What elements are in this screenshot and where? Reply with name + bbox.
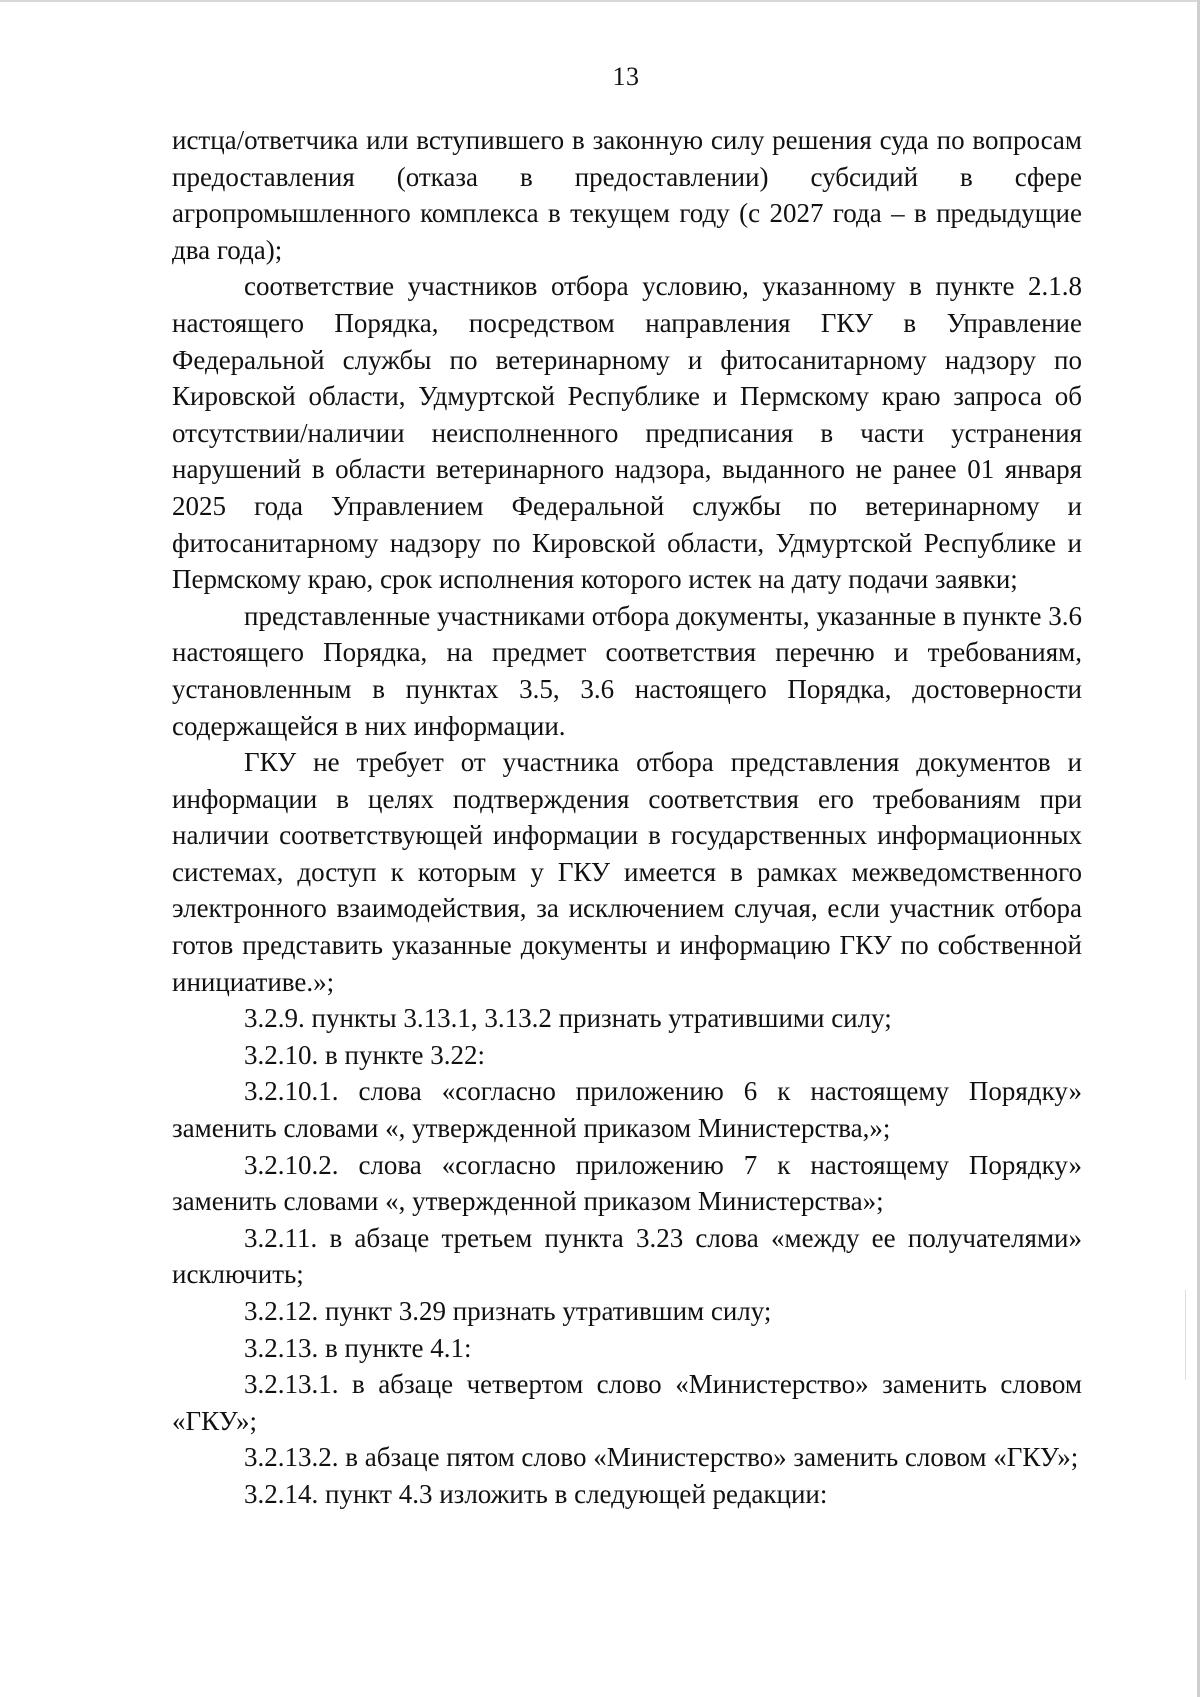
amendment-item: 3.2.10. в пункте 3.22: [244, 1039, 485, 1070]
document-body [172, 122, 1082, 1513]
amendment-item: 3.2.12. пункт 3.29 признать утратившим силу; [244, 1296, 772, 1326]
scan-edge-top [0, 0, 1200, 2]
scan-artifact-line [1185, 1290, 1186, 1380]
amendment-item: 3.2.13.2. в абзаце пятом слово «Министерство» заменить словом «ГКУ»; [244, 1442, 1079, 1473]
paragraph: соответствие участников отбора условию, указанному в пункте 2.1.8 настоящего Порядка, посредством направления ГКУ в Управление Федеральной службы по ветеринарному и фитосанитарному надзору по Кировской области, Удмуртской Республике и Пермскому краю запроса об отсутствии/наличии неисполненного предписания в части устранения нарушений в области ветеринарного надзора, выданного не ранее 01 января 2025 года Управлением Федеральной службы по ветеринарному и фитосанитарному надзору по Кировской области, Удмуртской Республике и Пермскому краю, срок исполнения которого истек на дату подачи заявки; [172, 271, 1082, 595]
amendment-item: 3.2.11. в абзаце третьем пункта 3.23 слова «между ее получателями» исключить; [172, 1222, 1082, 1290]
page-number: 13 [612, 62, 640, 91]
paragraph-continuation: истца/ответчика или вступившего в законную силу решения суда по вопросам предоставления (отказа в предоставлении) субсидий в сфере агропромышленного комплекса в текущем году (с 2027 года – в предыдущие два года); [172, 125, 1082, 265]
amendment-item: 3.2.14. пункт 4.3 изложить в следующей редакции: [244, 1478, 828, 1509]
amendment-item: 3.2.13.1. в абзаце четвертом слово «Министерство» заменить словом «ГКУ»; [172, 1369, 1082, 1436]
amendment-item: 3.2.9. пункты 3.13.1, 3.13.2 признать утратившими силу; [244, 1003, 892, 1034]
amendment-item: 3.2.10.1. слова «согласно приложению 6 к настоящему Порядку» заменить словами «, утвержденной приказом Министерства,»; [172, 1076, 1082, 1144]
amendment-item: 3.2.10.2. слова «согласно приложению 7 к настоящему Порядку» заменить словами «, утвержденной приказом Министерства»; [172, 1149, 1082, 1217]
amendment-item: 3.2.13. в пункте 4.1: [244, 1332, 472, 1363]
paragraph: ГКУ не требует от участника отбора представления документов и информации в целях подтверждения соответствия его требованиям при наличии соответствующей информации в государственных информационных системах, доступ к которым у ГКУ имеется в рамках межведомственного электронного взаимодействия, за исключением случая, если участник отбора готов представить указанные документы и информацию ГКУ по собственной инициативе.»; [172, 747, 1082, 997]
paragraph: представленные участниками отбора документы, указанные в пункте 3.6 настоящего Порядка, на предмет соответствия перечню и требованиям, установленным в пунктах 3.5, 3.6 настоящего Порядка, достоверности содержащейся в них информации. [172, 600, 1082, 741]
